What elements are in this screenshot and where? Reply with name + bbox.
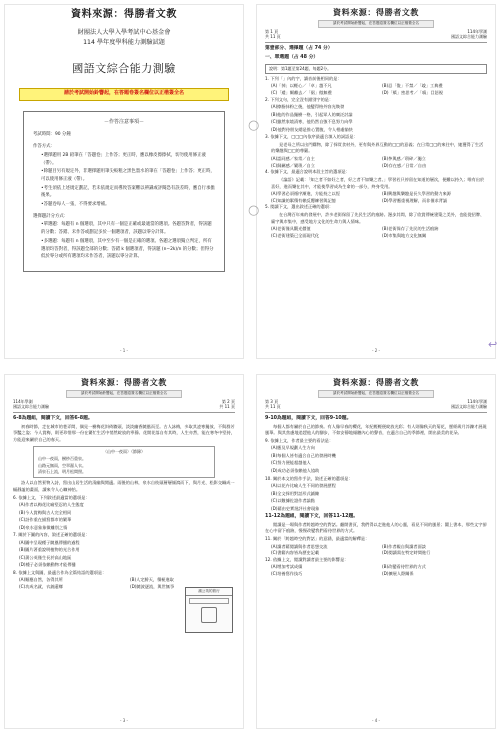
question-6-options: [13, 502, 235, 531]
method-item: •除題目另有規定外，非選擇題用筆尖較粗之黑色墨水的筆在「答題卷」上作答；更正時，可以使用修正液（帶）。: [41, 169, 215, 182]
option: (B)圖片著重說明植物的光合作用: [19, 547, 80, 553]
page-total: 共 11 頁: [265, 34, 281, 40]
option: (B)興趣與樂趣是長久學習的動力來源: [382, 191, 451, 197]
option: (C)培養寫作技巧: [271, 571, 303, 577]
option: (C)老街建築已全面現代化: [271, 232, 320, 238]
scoring-heading: 選擇題計分方式：: [33, 213, 69, 219]
scoring-item: •單選題：每題有 n 個選項，其中只有一個是正確或最適當的選項。各題答對者，得該題的分數；答錯、未作答或劃記多於一個選項者，該題以零分計算。: [41, 222, 212, 236]
section-heading: 一、單選題（占 48 分）: [265, 54, 319, 60]
question-11: 11. 關於「跨越時空的對話」的意涵，最適當的解釋是：: [265, 535, 370, 541]
option: (C)「遽」爾離去／「倨」傲無禮: [271, 89, 332, 95]
method-item: •考生須依上述規定劃記，若未依規定而導致答案難以辨識或評閱恐有誤差時，應自行承擔後果。: [41, 185, 215, 199]
question-4-options: [265, 191, 487, 204]
poem-title: 〈山中一夜雨〉（節錄）: [103, 448, 145, 454]
question-2: 2. 下列文句，完全沒有錯別字的是：: [265, 96, 334, 102]
option: (B)忍「俊」不禁／「竣」工典禮: [382, 83, 443, 89]
reading-passage: 初春時節，走在城市的巷弄間，偶見一樹梅花斜倚牆頭，淡淡幽香隨風而至。古人詠梅，多取其凌寒獨放、不與群芳爭豔之姿；今人賞梅，則更珍惜那一份在繁忙生活中悄然綻放的寧靜。花開花落自有其時，人生亦然，能在寒冬中堅持，方能迎來屬於自己的春天。: [13, 423, 235, 443]
option: (C)努力便能超越他人: [271, 460, 311, 466]
question-12-options: [265, 564, 487, 577]
option: (A)應及早規劃人生方向: [271, 445, 315, 451]
option: (D)隨波逐流，與世無爭: [130, 584, 175, 590]
option: (D)成功必須依賴他人協助: [271, 467, 320, 473]
question-11-options: [265, 544, 487, 557]
page-header: [5, 399, 243, 411]
signature-instruction-tag: 請於考試開始鈴響起，在答題卷簽名欄位以正楷簽全名: [318, 20, 434, 28]
question-4: 4. 依據下文，最適合說明本段主旨的選項是：: [265, 169, 350, 175]
section-instruction-box: 說明：第1題至第24題，每題2分。: [265, 64, 487, 74]
exam-page-4: [256, 374, 496, 729]
option: (D)他對待朋友總是推心置腹，令人相處愉快: [271, 126, 353, 132]
poem-box: [33, 446, 215, 479]
option: (B)作者親自與讀者面談: [382, 543, 426, 549]
reading-passage-2: 閱讀是一場與作者跨越時空的對話。翻開書頁，我們得以走進他人的心靈，看見不同的風景；闔上書本，那些文字卻在心中留下痕跡，慢慢改變我們看待世界的方式。: [265, 521, 487, 534]
page-number: - 1 -: [120, 347, 128, 353]
exam-year: 114年學測: [467, 398, 487, 404]
exam-subject: 國語文綜合能力測驗: [13, 404, 49, 410]
option: (A)讀者藉閱讀與作者思想交流: [271, 543, 328, 549]
option: (B)今人賞梅與古人完全相同: [19, 509, 72, 515]
reading-passage: 每個人都有屬於自己的節奏。有人像早春的櫻花，年紀輕輕便綻放光彩；有人則像秋天的菊花，歷經歲月淬鍊才展現風華。與其焦慮地追趕他人的腳步，不如安靜地傾聽內心的聲音，在適合自己的季節裡，開出最美的花朵。: [265, 423, 487, 436]
question-5-options: [265, 226, 487, 239]
exam-page-1: [4, 4, 244, 359]
question-3-options: [265, 156, 487, 169]
option: (C)歸屬感／繁瑣／自立: [271, 162, 315, 168]
question-9: 9. 依據上文，作者最主要的看法是：: [265, 437, 334, 443]
option: (A)圖中呈現種子隨風傳播的過程: [19, 539, 80, 545]
option: (B)人定勝天，積極進取: [130, 577, 174, 583]
question-5: 5. 閱讀下文，選出敘述正確的選項：: [265, 204, 334, 210]
margin-circle-mark: ○: [248, 118, 260, 133]
page-total: 共 11 頁: [265, 404, 281, 410]
image-icon: [201, 607, 217, 623]
page-total: 共 11 頁: [219, 404, 235, 410]
option: (D)市集與地方文化無關: [382, 232, 427, 238]
exam-year: 114年學測: [467, 28, 487, 34]
brand-watermark: 資料來源：得勝者文教: [71, 9, 177, 20]
option: (B)他的作品獨樹一格，引起眾人的廣泛討論: [271, 111, 353, 117]
signature-instruction-banner: 請於考試開始鈴響起，在答題卷簽名欄位以正楷簽全名: [19, 88, 229, 101]
option: (C)詩作重在描寫都市的繁華: [19, 517, 72, 523]
instructions-box: [23, 111, 225, 272]
option: (D)「縝」密思考／「嗔」目怒視: [382, 89, 443, 95]
page-number: - 2 -: [372, 347, 380, 353]
option: (C)蒲公英僅生長於高山地區: [19, 554, 72, 560]
page-index: 第 3 頁: [265, 398, 279, 404]
option: (A)「掉」以輕心／「卓」越不凡: [271, 83, 332, 89]
option: (B)每個人皆有適合自己的發展時機: [271, 452, 336, 458]
question-1-options: [265, 83, 487, 96]
page-header: [257, 399, 495, 411]
brand-watermark: 資料來源：得勝者文教: [333, 377, 419, 387]
exam-year: 114年學測: [13, 398, 33, 404]
question-body: [257, 415, 495, 578]
question-7-options: [13, 540, 235, 569]
question-3-text: 見老母之所以出門購物，除了採買食材外，更有與外界互動的□□的意義；在日常□□的來往中，她獲得了生活的樂趣與□□的尊嚴。: [271, 141, 484, 154]
option: (A)以花卉比喻人生不同的發展歷程: [271, 483, 336, 489]
question-10: 10. 關於本文的寫作手法，敘述正確的選項是：: [265, 475, 353, 481]
exam-year-title: 114 學年度學科能力測驗試題: [83, 38, 165, 46]
method-item: •答題卷每人一張，不得要求增補。: [41, 202, 110, 208]
question-group-heading: 9-10為題組，閱讀下文，回答9-10題。: [265, 416, 352, 422]
option: (C)知識的累積有賴反覆練習與記憶: [271, 197, 336, 203]
option: (C)功成名就，衣錦還鄉: [19, 584, 63, 590]
option: (D)種子必須依賴動物才能傳播: [19, 562, 76, 568]
question-group-heading: 6-8為題組，閱讀下文，回答6-8題。: [13, 416, 93, 422]
instructions-heading: －作答注意事項－: [103, 118, 144, 125]
signature-instruction-tag: 請於考試開始鈴響起，在答題卷簽名欄位以正楷簽全名: [66, 390, 182, 398]
option: (D)學習應重視理解，而非僅求背誦: [382, 197, 448, 203]
question-4-text: 《論語》記載：「知之者不如好之者，好之者不如樂之者。」學習若只停留在知道的層次，便難以持久；唯有出於喜好，進而樂在其中，才能使學習成為生命的一部分，終身受用。: [271, 176, 485, 189]
exam-subject: 國語文綜合能力測驗: [451, 34, 487, 40]
return-arrow-icon: ↩: [488, 338, 498, 351]
question-7: 7. 關於下圖的內容，敘述正確的選項是：: [13, 532, 90, 538]
exam-page-2: [256, 4, 496, 359]
page-index: 第 1 頁: [265, 28, 279, 34]
question-8: 8. 依據上文與圖，最適合作為全篇結語的選項是：: [13, 569, 107, 575]
header-divider: [265, 42, 487, 43]
question-1: 1. 下列「」內的字，讀音前後相同的是：: [265, 75, 342, 81]
option: (B)改變看待世界的方式: [382, 564, 426, 570]
reading-passage-2: 詩人以自然景物入詩，寫出山居生活的清幽與閒適。雨後的山林，泉水自枝頭層層傾瀉而下，與月光、松影交織成一幅靜謐的畫面，讀來令人心曠神怡。: [13, 480, 235, 493]
poem-line: 山中一夜雨，樹杪百重泉。: [38, 456, 86, 462]
margin-circle-mark: ○: [248, 203, 260, 218]
question-group-heading: 11-12為題組，閱讀下文，回答11-12題。: [265, 514, 359, 520]
question-2-options: [265, 104, 487, 133]
figure-caption-bar: [189, 598, 229, 604]
question-6: 6. 依據上文，下列敘述最適當的選項是：: [13, 494, 90, 500]
option: (A)順應自然，各得其所: [19, 577, 63, 583]
option: (A)學習必須循序漸進，方能持之以恆: [271, 191, 340, 197]
question-figure: [185, 587, 233, 633]
question-body: [257, 45, 495, 239]
option: (A)增加考試成績: [271, 564, 303, 570]
question-3: 3. 依據下文，□□□內依序最適合填入的詞語是：: [265, 134, 358, 140]
poem-line: 山路元無雨，空翠濕人衣。: [38, 462, 86, 468]
option: (A)作者以梅花比喻堅忍的人生態度: [19, 502, 84, 508]
brand-watermark: 資料來源：得勝者文教: [333, 7, 419, 17]
exam-subject: 國語文綜合能力測驗: [451, 404, 487, 410]
question-9-options: [265, 445, 487, 474]
exam-page-3: [4, 374, 244, 729]
header-divider: [265, 412, 487, 413]
signature-instruction-tag: 請於考試開始鈴響起，在答題卷簽名欄位以正楷簽全名: [318, 390, 434, 398]
option: (C)雖然家境清寒，他仍然自強不息努力向學: [271, 119, 353, 125]
option: (B)全文採用對話形式鋪陳: [271, 490, 320, 496]
option: (D)擴展人際關係: [382, 571, 414, 577]
organization-name: 財團法人大學入學考試中心基金會: [77, 29, 171, 36]
figure-title: 蒲公英的旅行: [186, 588, 232, 596]
question-12: 12. 依據上文，閱讀對讀者最主要的影響是：: [265, 556, 349, 562]
page-index: 第 2 頁: [221, 398, 235, 404]
option: (C)書籍內容皆為歷史記載: [271, 550, 320, 556]
option: (D)存在感／日常／自由: [382, 162, 427, 168]
method-heading: 作答方式：: [33, 144, 55, 150]
method-item: •選擇題用 2B 鉛筆在「答題卷」上作答；更正時，應以橡皮擦擦拭，切勿使用修正液（帶）。: [41, 152, 206, 166]
option: (A)老街僅具觀光價值: [271, 226, 311, 232]
option: (B)老街保存了先民的生活痕跡: [382, 226, 439, 232]
option: (D)閱讀需在特定時間進行: [382, 550, 431, 556]
exam-subject-title: 國語文綜合能力測驗: [72, 61, 176, 75]
option: (B)參與感／瑣碎／獨立: [382, 155, 426, 161]
page-number: - 3 -: [120, 717, 128, 723]
page-header: [257, 29, 495, 41]
option: (D)泉水意象象徵離別之情: [19, 524, 68, 530]
question-body: [5, 415, 243, 591]
option: (A)認同感／家常／自主: [271, 155, 315, 161]
scoring-item: •多選題：每題有 n 個選項，其中至少有一個是正確的選項。各題之選項獨立判定，所有選項均答對者，得該題全部的分數；答錯 k 個選項者，得該題 (n−2k)/n 的分數；但得分低於零分或所有選項均未作答者，該題以零分計算。: [41, 238, 214, 260]
poem-line: 清泉石上流，明月松間照。: [38, 469, 86, 475]
organization-block: [5, 28, 243, 48]
question-10-options: [265, 483, 487, 512]
brand-watermark: 資料來源：得勝者文教: [81, 377, 167, 387]
option: (D)藉由史實批評社會現象: [271, 505, 320, 511]
question-5-text: 在台灣百年來的發展中，許多老街保留了先民生活的痕跡。漫步其間，除了欣賞傳統建築之美外，也能從招牌、廟宇與市集中，感受地方文化的生命力與人情味。: [271, 211, 485, 224]
part-heading: 第壹部分、選擇題（占 74 分）: [265, 46, 333, 52]
option: (C)以數據佐證作者論點: [271, 498, 315, 504]
exam-time: 考試時間：90 分鐘: [33, 132, 71, 138]
option: (A)擦脂抹粉之後，他變得格外容光煥發: [271, 104, 345, 110]
header-divider: [13, 412, 235, 413]
page-number: - 4 -: [372, 717, 380, 723]
